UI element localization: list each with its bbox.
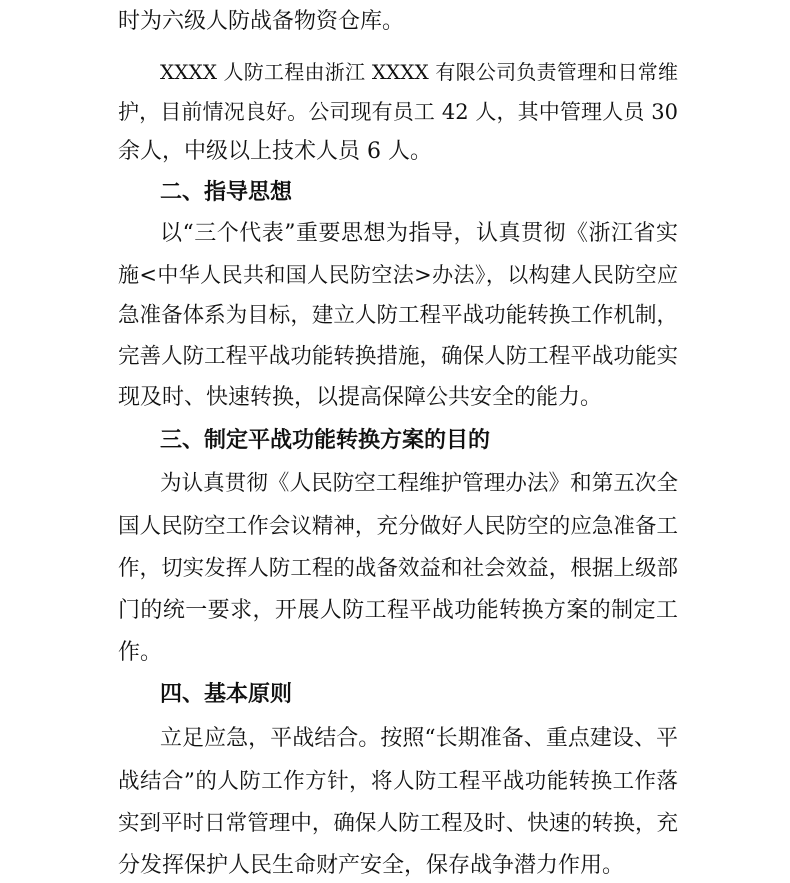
paragraph-line: 完善人防工程平战功能转换措施，确保人防工程平战功能实 bbox=[118, 344, 678, 369]
paragraph-line: 门的统一要求，开展人防工程平战功能转换方案的制定工 bbox=[118, 598, 678, 623]
paragraph-line: 急准备体系为目标，建立人防工程平战功能转换工作机制， bbox=[118, 303, 678, 328]
paragraph-line: 以“三个代表”重要思想为指导，认真贯彻《浙江省实 bbox=[160, 221, 678, 246]
paragraph-line: 护，目前情况良好。公司现有员工 42 人，其中管理人员 30 bbox=[118, 100, 678, 124]
section-heading: 四、基本原则 bbox=[160, 682, 293, 707]
section-heading: 二、指导思想 bbox=[160, 180, 293, 205]
paragraph-line: 余人，中级以上技术人员 6 人。 bbox=[118, 139, 432, 164]
paragraph-line: 施<中华人民共和国人民防空法>办法》，以构建人民防空应 bbox=[118, 263, 678, 287]
paragraph-line: 现及时、快速转换，以提高保障公共安全的能力。 bbox=[118, 385, 603, 410]
paragraph-line: 实到平时日常管理中，确保人防工程及时、快速的转换，充 bbox=[118, 811, 678, 836]
paragraph-line: 立足应急，平战结合。按照“长期准备、重点建设、平 bbox=[160, 726, 678, 751]
paragraph-line: 作。 bbox=[118, 640, 163, 665]
paragraph-line: 作，切实发挥人防工程的战备效益和社会效益，根据上级部 bbox=[118, 556, 678, 581]
section-heading: 三、制定平战功能转换方案的目的 bbox=[160, 428, 491, 453]
paragraph-line: XXXX 人防工程由浙江 XXXX 有限公司负责管理和日常维 bbox=[160, 60, 678, 84]
paragraph-line: 时为六级人防战备物资仓库。 bbox=[118, 9, 405, 34]
paragraph-line: 为认真贯彻《人民防空工程维护管理办法》和第五次全 bbox=[160, 471, 678, 496]
paragraph-line: 国人民防空工作会议精神，充分做好人民防空的应急准备工 bbox=[118, 514, 678, 539]
paragraph-line: 分发挥保护人民生命财产安全，保存战争潜力作用。 bbox=[118, 853, 625, 878]
paragraph-line: 战结合”的人防工作方针，将人防工程平战功能转换工作落 bbox=[118, 769, 678, 794]
